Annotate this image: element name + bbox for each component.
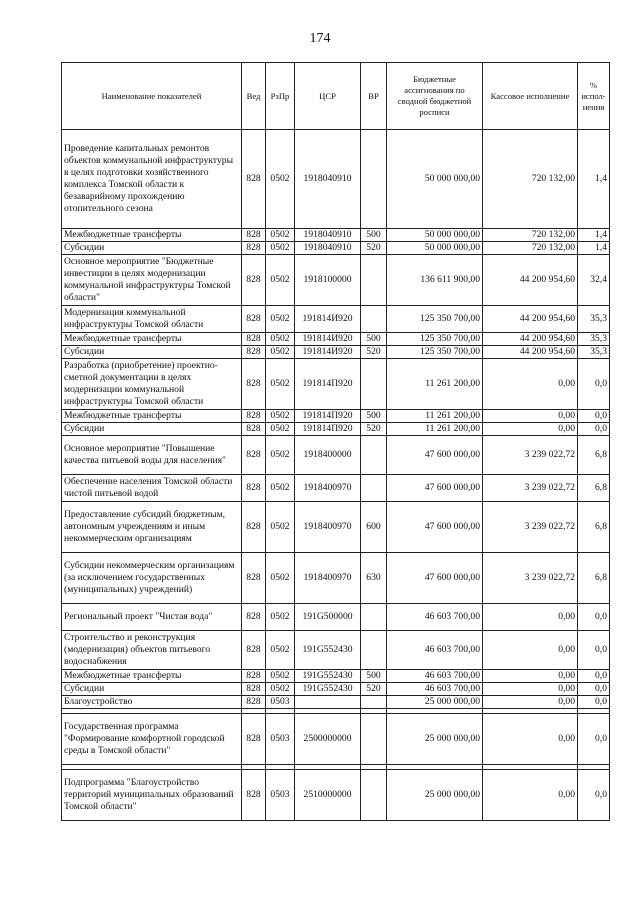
row-cash-execution: 44 200 954,60 [483, 255, 578, 306]
table-row [62, 359, 610, 410]
row-name: Обеспечение населения Томской области чистой питьевой водой [62, 475, 242, 502]
row-vr: 500 [361, 229, 387, 242]
row-cash-execution: 720 132,00 [483, 130, 578, 229]
row-csr: 1918040910 [295, 229, 361, 242]
row-ved: 828 [242, 423, 266, 436]
row-name: Субсидии некоммерческим организациям (за исключением государственных (муниципальных) учреждений) [62, 553, 242, 604]
row-ved: 828 [242, 359, 266, 410]
row-execution-percent: 0,0 [578, 604, 610, 631]
row-rzpr: 0502 [266, 502, 295, 553]
row-rzpr: 0502 [266, 359, 295, 410]
row-cash-execution: 0,00 [483, 631, 578, 670]
row-rzpr: 0503 [266, 714, 295, 765]
row-name: Межбюджетные трансферты [62, 410, 242, 423]
row-execution-percent: 0,0 [578, 631, 610, 670]
row-ved: 828 [242, 333, 266, 346]
table-row [62, 604, 610, 631]
row-name: Модернизация коммунальной инфраструктуры Томской области [62, 306, 242, 333]
row-csr: 2510000000 [295, 770, 361, 821]
row-cash-execution: 3 239 022,72 [483, 475, 578, 502]
row-assignments: 46 603 700,00 [387, 604, 483, 631]
row-assignments: 11 261 200,00 [387, 423, 483, 436]
row-cash-execution: 44 200 954,60 [483, 346, 578, 359]
row-name: Межбюджетные трансферты [62, 229, 242, 242]
header-rzpr: РзПр [266, 63, 295, 130]
row-ved: 828 [242, 696, 266, 709]
row-rzpr: 0502 [266, 346, 295, 359]
header-name: Наименование показателей [62, 63, 242, 130]
row-name: Благоустройство [62, 696, 242, 709]
table-row [62, 423, 610, 436]
header-assignments: Бюджетные ассигнования по сводной бюджетной росписи [387, 63, 483, 130]
row-vr [361, 306, 387, 333]
row-cash-execution: 720 132,00 [483, 229, 578, 242]
table-row [62, 714, 610, 765]
row-name: Субсидии [62, 346, 242, 359]
row-assignments: 125 350 700,00 [387, 346, 483, 359]
row-execution-percent: 0,0 [578, 410, 610, 423]
row-ved: 828 [242, 242, 266, 255]
row-cash-execution: 0,00 [483, 714, 578, 765]
row-execution-percent: 6,8 [578, 436, 610, 475]
row-assignments: 47 600 000,00 [387, 553, 483, 604]
table-body [62, 130, 610, 821]
row-cash-execution: 0,00 [483, 670, 578, 683]
row-assignments: 47 600 000,00 [387, 436, 483, 475]
table-row [62, 242, 610, 255]
row-execution-percent: 0,0 [578, 696, 610, 709]
row-execution-percent: 0,0 [578, 683, 610, 696]
table-row [62, 475, 610, 502]
row-assignments: 11 261 200,00 [387, 359, 483, 410]
row-execution-percent: 32,4 [578, 255, 610, 306]
header-vr: ВР [361, 63, 387, 130]
page-number: 174 [309, 31, 331, 46]
row-cash-execution: 0,00 [483, 423, 578, 436]
row-csr: 191814П920 [295, 423, 361, 436]
row-rzpr: 0502 [266, 242, 295, 255]
row-rzpr: 0502 [266, 130, 295, 229]
row-assignments: 46 603 700,00 [387, 631, 483, 670]
row-ved: 828 [242, 770, 266, 821]
row-assignments: 25 000 000,00 [387, 696, 483, 709]
row-execution-percent: 0,0 [578, 670, 610, 683]
row-vr [361, 604, 387, 631]
row-ved: 828 [242, 229, 266, 242]
row-csr: 1918040910 [295, 130, 361, 229]
table-row [62, 502, 610, 553]
row-rzpr: 0502 [266, 423, 295, 436]
row-vr: 500 [361, 333, 387, 346]
row-name: Проведение капитальных ремонтов объектов коммунальной инфраструктуры в целях подготовки хозяйственного комплекса Томской области к безаварийному прохождению отопительного сезона [62, 130, 242, 229]
row-name: Строительство и реконструкция (модернизация) объектов питьевого водоснабжения [62, 631, 242, 670]
row-ved: 828 [242, 436, 266, 475]
row-rzpr: 0503 [266, 770, 295, 821]
row-ved: 828 [242, 346, 266, 359]
row-assignments: 47 600 000,00 [387, 502, 483, 553]
row-ved: 828 [242, 130, 266, 229]
row-ved: 828 [242, 670, 266, 683]
row-vr [361, 359, 387, 410]
row-cash-execution: 0,00 [483, 359, 578, 410]
row-vr [361, 436, 387, 475]
row-csr: 1918040910 [295, 242, 361, 255]
row-cash-execution: 0,00 [483, 696, 578, 709]
header-execution-percent: % испол-нения [578, 63, 610, 130]
row-assignments: 11 261 200,00 [387, 410, 483, 423]
row-vr: 630 [361, 553, 387, 604]
row-ved: 828 [242, 502, 266, 553]
row-execution-percent: 35,3 [578, 333, 610, 346]
row-rzpr: 0503 [266, 696, 295, 709]
row-cash-execution: 720 132,00 [483, 242, 578, 255]
row-rzpr: 0502 [266, 475, 295, 502]
row-execution-percent: 0,0 [578, 714, 610, 765]
row-csr: 191814И920 [295, 306, 361, 333]
row-vr [361, 714, 387, 765]
row-assignments: 47 600 000,00 [387, 475, 483, 502]
row-name: Государственная программа "Формирование комфортной городской среды в Томской области" [62, 714, 242, 765]
row-vr: 500 [361, 410, 387, 423]
table-row [62, 410, 610, 423]
row-cash-execution: 3 239 022,72 [483, 553, 578, 604]
row-cash-execution: 0,00 [483, 683, 578, 696]
row-name: Предоставление субсидий бюджетным, автономным учреждениям и иным некоммерческим организациям [62, 502, 242, 553]
row-cash-execution: 3 239 022,72 [483, 502, 578, 553]
table-row [62, 255, 610, 306]
budget-table [61, 62, 610, 821]
row-vr: 520 [361, 346, 387, 359]
table-row [62, 696, 610, 709]
row-vr [361, 475, 387, 502]
row-vr: 520 [361, 683, 387, 696]
row-cash-execution: 0,00 [483, 410, 578, 423]
row-execution-percent: 0,0 [578, 423, 610, 436]
row-execution-percent: 0,0 [578, 359, 610, 410]
row-csr: 191814П920 [295, 410, 361, 423]
header-ved: Вед [242, 63, 266, 130]
row-vr [361, 130, 387, 229]
header-cash-execution: Кассовое исполнение [483, 63, 578, 130]
table-header-row [62, 63, 610, 130]
row-csr: 191G552430 [295, 683, 361, 696]
row-rzpr: 0502 [266, 333, 295, 346]
row-vr: 600 [361, 502, 387, 553]
row-name: Межбюджетные трансферты [62, 670, 242, 683]
row-ved: 828 [242, 410, 266, 423]
row-cash-execution: 44 200 954,60 [483, 306, 578, 333]
row-name: Субсидии [62, 242, 242, 255]
row-vr [361, 770, 387, 821]
row-assignments: 46 603 700,00 [387, 683, 483, 696]
row-name: Подпрограмма "Благоустройство территорий муниципальных образований Томской области" [62, 770, 242, 821]
row-ved: 828 [242, 553, 266, 604]
row-cash-execution: 0,00 [483, 770, 578, 821]
row-assignments: 25 000 000,00 [387, 714, 483, 765]
row-vr: 520 [361, 423, 387, 436]
row-ved: 828 [242, 475, 266, 502]
row-execution-percent: 1,4 [578, 130, 610, 229]
table-row [62, 333, 610, 346]
table-row [62, 306, 610, 333]
table-row [62, 683, 610, 696]
row-csr: 1918100000 [295, 255, 361, 306]
row-ved: 828 [242, 255, 266, 306]
row-csr: 191G552430 [295, 631, 361, 670]
row-cash-execution: 44 200 954,60 [483, 333, 578, 346]
row-ved: 828 [242, 683, 266, 696]
row-vr: 520 [361, 242, 387, 255]
row-name: Субсидии [62, 683, 242, 696]
row-execution-percent: 35,3 [578, 346, 610, 359]
row-execution-percent: 6,8 [578, 475, 610, 502]
row-csr: 191814П920 [295, 359, 361, 410]
row-name: Субсидии [62, 423, 242, 436]
row-rzpr: 0502 [266, 306, 295, 333]
row-vr [361, 696, 387, 709]
row-csr: 191G500000 [295, 604, 361, 631]
row-rzpr: 0502 [266, 255, 295, 306]
row-csr: 1918400970 [295, 502, 361, 553]
table-row [62, 770, 610, 821]
row-csr: 1918400970 [295, 553, 361, 604]
row-name: Основное мероприятие "Повышение качества питьевой воды для населения" [62, 436, 242, 475]
row-assignments: 136 611 900,00 [387, 255, 483, 306]
row-name: Межбюджетные трансферты [62, 333, 242, 346]
row-execution-percent: 1,4 [578, 242, 610, 255]
row-assignments: 50 000 000,00 [387, 242, 483, 255]
row-rzpr: 0502 [266, 229, 295, 242]
row-cash-execution: 3 239 022,72 [483, 436, 578, 475]
row-csr: 191814И920 [295, 346, 361, 359]
table-row [62, 346, 610, 359]
row-csr: 191814И920 [295, 333, 361, 346]
row-assignments: 50 000 000,00 [387, 229, 483, 242]
row-name: Основное мероприятие "Бюджетные инвестиции в целях модернизации коммунальной инфраструктуры Томской области" [62, 255, 242, 306]
row-ved: 828 [242, 714, 266, 765]
row-vr [361, 631, 387, 670]
table-row [62, 553, 610, 604]
row-assignments: 125 350 700,00 [387, 306, 483, 333]
row-execution-percent: 0,0 [578, 770, 610, 821]
row-csr: 1918400970 [295, 475, 361, 502]
row-vr: 500 [361, 670, 387, 683]
row-execution-percent: 1,4 [578, 229, 610, 242]
header-csr: ЦСР [295, 63, 361, 130]
table-row [62, 631, 610, 670]
row-ved: 828 [242, 306, 266, 333]
row-execution-percent: 35,3 [578, 306, 610, 333]
row-csr: 2500000000 [295, 714, 361, 765]
table-row [62, 670, 610, 683]
row-cash-execution: 0,00 [483, 604, 578, 631]
row-name: Региональный проект "Чистая вода" [62, 604, 242, 631]
row-rzpr: 0502 [266, 410, 295, 423]
row-rzpr: 0502 [266, 436, 295, 475]
row-csr: 191G552430 [295, 670, 361, 683]
table-row [62, 436, 610, 475]
row-rzpr: 0502 [266, 631, 295, 670]
row-csr: 1918400000 [295, 436, 361, 475]
row-assignments: 25 000 000,00 [387, 770, 483, 821]
row-assignments: 46 603 700,00 [387, 670, 483, 683]
table-row [62, 229, 610, 242]
row-assignments: 50 000 000,00 [387, 130, 483, 229]
row-vr [361, 255, 387, 306]
row-ved: 828 [242, 604, 266, 631]
row-ved: 828 [242, 631, 266, 670]
row-execution-percent: 6,8 [578, 553, 610, 604]
table-row [62, 130, 610, 229]
row-rzpr: 0502 [266, 683, 295, 696]
row-assignments: 125 350 700,00 [387, 333, 483, 346]
row-rzpr: 0502 [266, 670, 295, 683]
row-rzpr: 0502 [266, 553, 295, 604]
row-csr [295, 696, 361, 709]
row-execution-percent: 6,8 [578, 502, 610, 553]
row-name: Разработка (приобретение) проектно-сметной документации в целях модернизации коммунальной инфраструктуры Томской области [62, 359, 242, 410]
row-rzpr: 0502 [266, 604, 295, 631]
